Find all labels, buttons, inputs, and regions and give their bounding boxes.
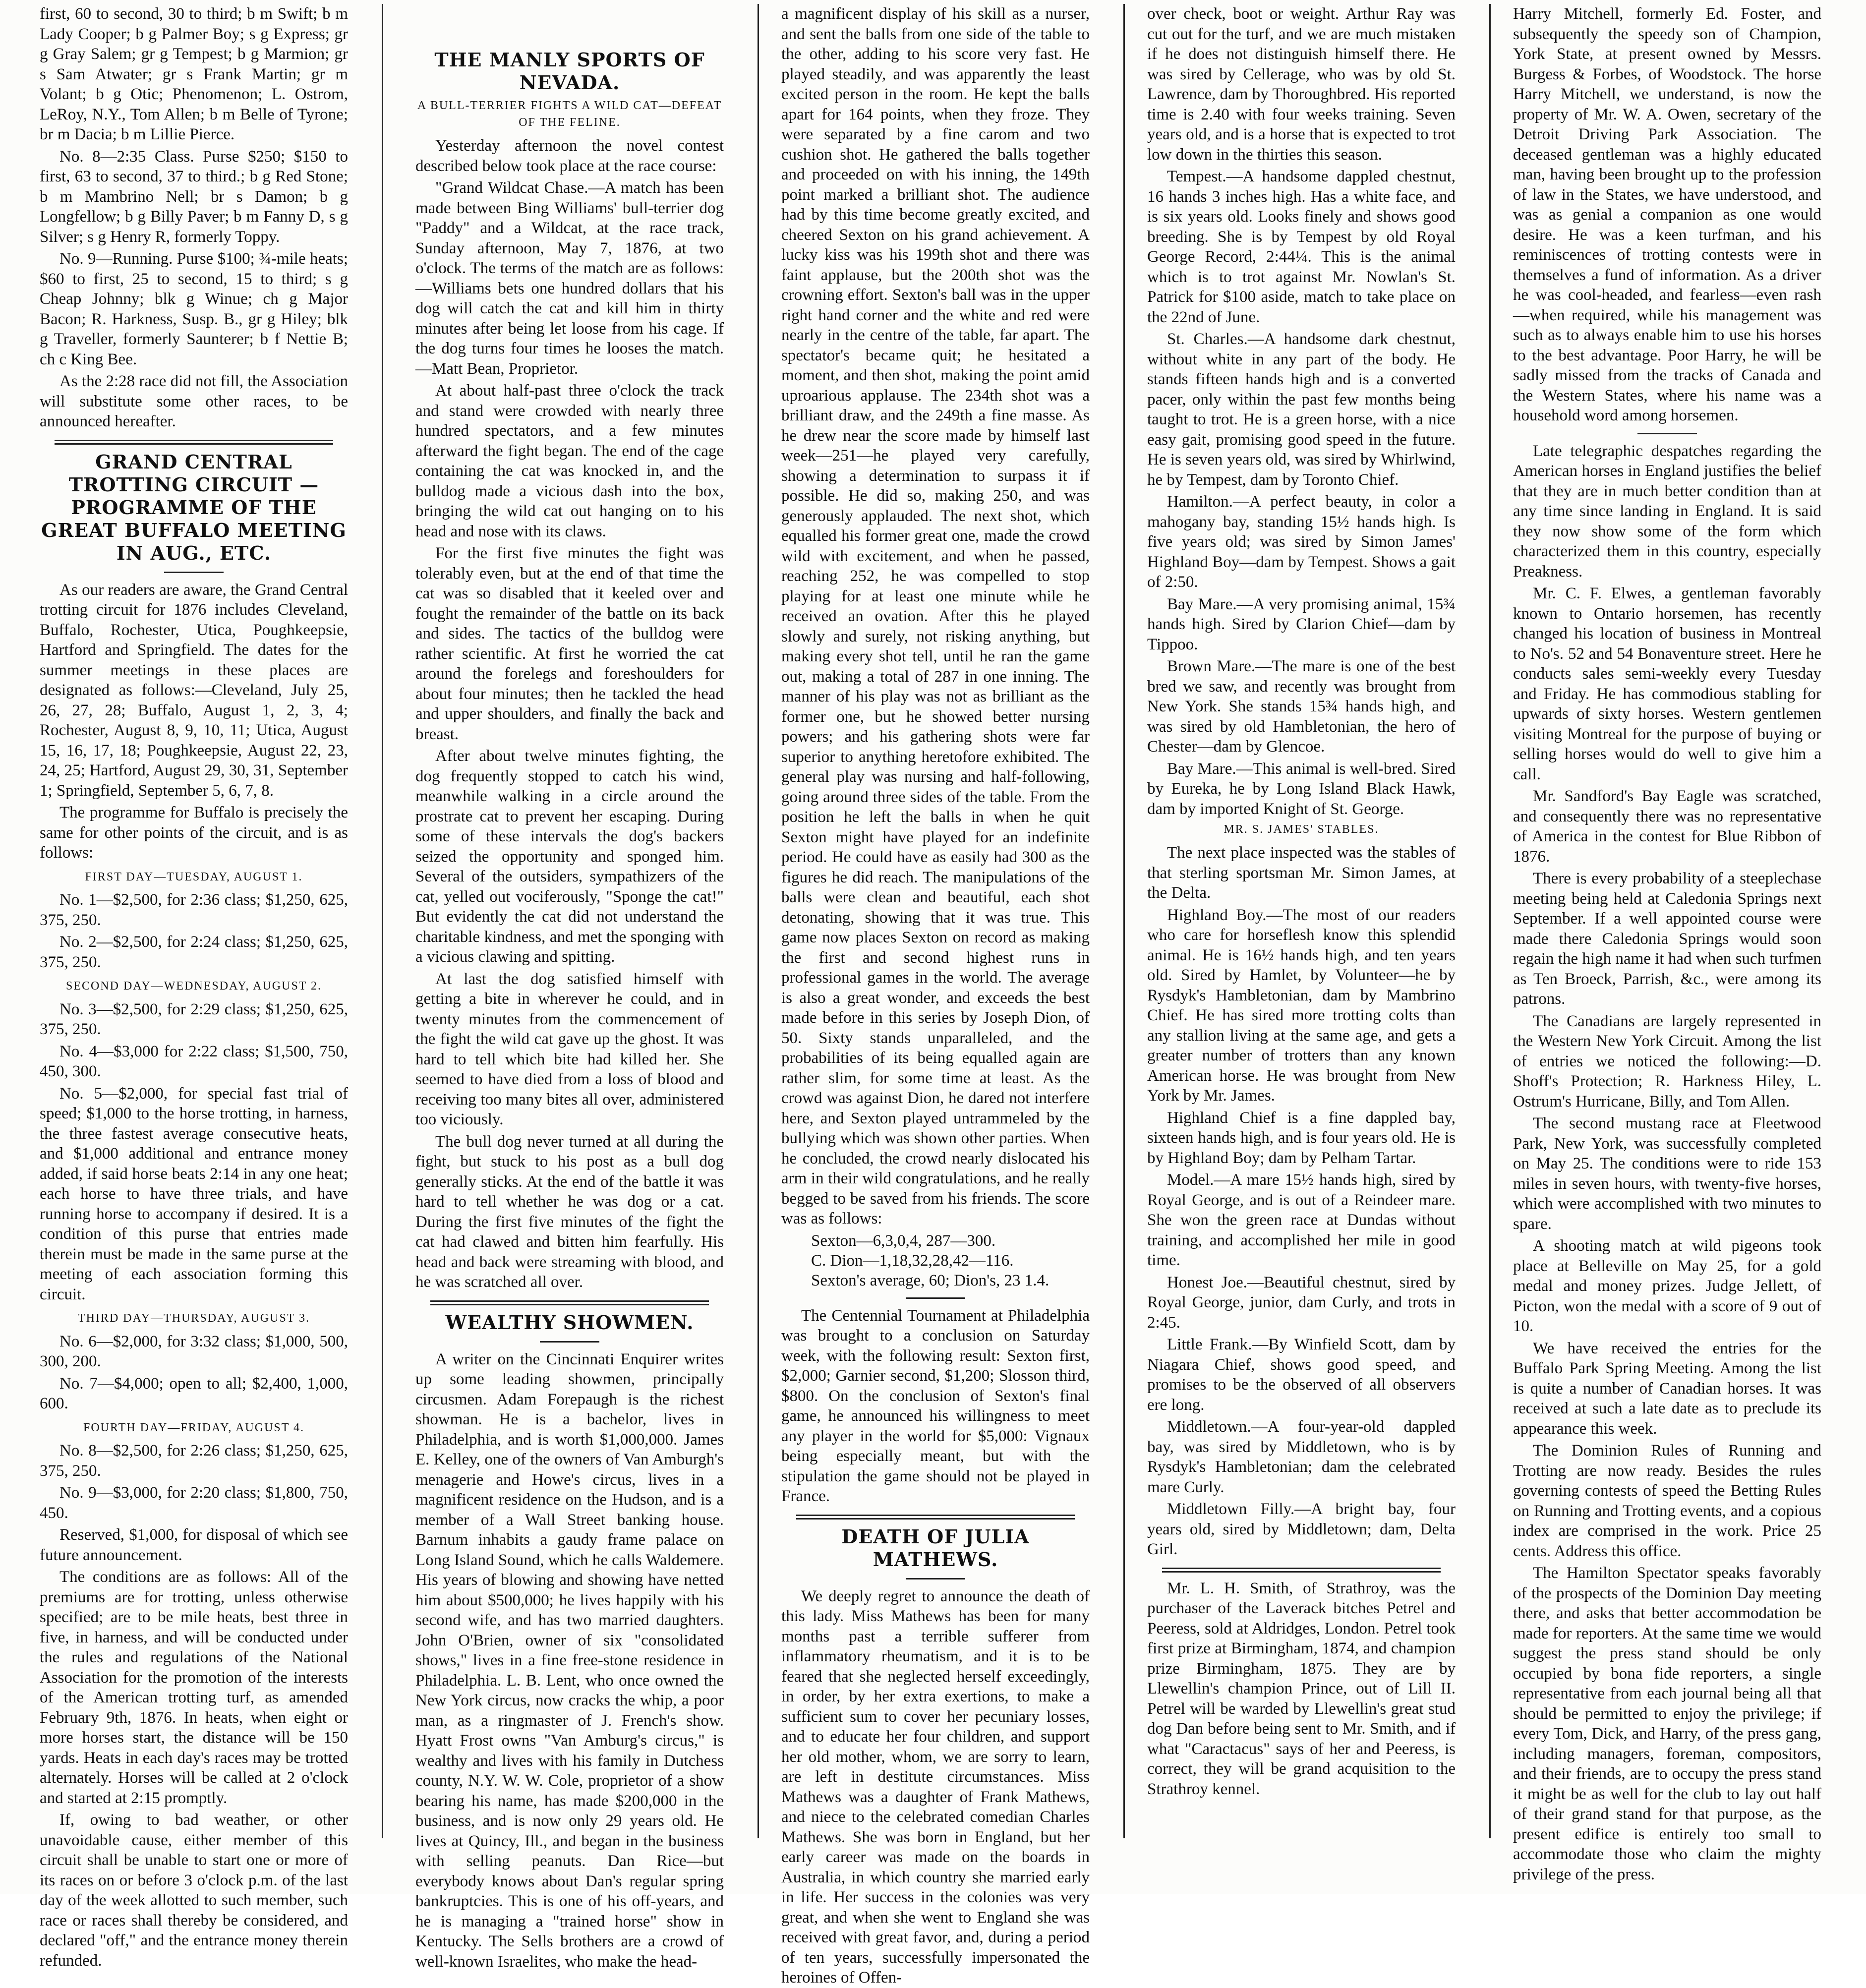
paragraph: At last the dog satisfied himself with getting a bite in wherever he could, and in twenty minutes from the commencement of the fight the wild cat gave up the ghost. It was hard to tell which bite had killed her. She seemed to have died from a loss of blood and receiving too many bites all over, administered too viciously. bbox=[415, 970, 724, 1128]
short-rule bbox=[164, 572, 224, 573]
paragraph: The conditions are as follows: All of the premiums are for trotting, unless otherwise specified; are to be mile heats, best three in five, in harness, and will be conducted under the rules and regulations of the National Association for the promotion of the interests of the American trotting turf, as amended February 9th, 1876. In heats, when eight or more horses start, the distance will be 150 yards. Heats in each day's races may be trotted alternately. Horses will be called at 2 o'clock and started at 2:15 promptly. bbox=[40, 1568, 348, 1807]
column-5 bbox=[1513, 4, 1821, 1883]
paragraph: After about twelve minutes fighting, the dog frequently stopped to catch his wind, meanwhile walking in a circle around the prostrate cat to prevent her escaping. During some of these intervals the dog's backers seized the opportunity and sponged him. Several of the outsiders, sympathizers of the cat, yelled out vociferously, "Sponge the cat!" But evidently the cat did not understand the charitable kindness, and met the sponging with a vicious clawing and spitting. bbox=[415, 747, 724, 966]
paragraph: over check, boot or weight. Arthur Ray was cut out for the turf, and we are much mistaken if he does not distinguish himself there. He was sired by Cellerage, who was by old St. Lawrence, dam by Thoroughbred. His reported time is 2.40 with four weeks training. Seven years old, and is a horse that is expected to trot low down in the thirties this season. bbox=[1147, 5, 1456, 164]
day-heading: FOURTH DAY—FRIDAY, AUGUST 4. bbox=[83, 1421, 304, 1434]
article-headline: THE MANLY SPORTS OF NEVADA. bbox=[434, 49, 705, 94]
paragraph: If, owing to bad weather, or other unavoidable cause, either member of this circuit shall be unable to start one or more of its races on or before 3 o'clock p.m. of the last day of the week allotted to such member, such race or races shall thereby be considered, and declared "off," and the entrance money therein refunded. bbox=[40, 1811, 348, 1970]
paragraph: Bay Mare.—A very promising animal, 15¾ hands high. Sired by Clarion Chief—dam by Tippoo. bbox=[1147, 595, 1456, 653]
score-line: C. Dion—1,18,32,28,42—116. bbox=[811, 1251, 1014, 1270]
paragraph: Mr. L. H. Smith, of Strathroy, was the purchaser of the Laverack bitches Petrel and Peeress, sold at Aldridges, London. Petrel took first prize at Birmingham, 1874, and champion prize Birmingham, 1875. They are by Llewellin's champion Prince, out of Lill II. Petrel will be warded by Llewellin's great stud dog Dan before being sent to Mr. Smith, and if what "Caractacus" says of her and Peeress, is correct, they will be grand acquisition to the Strathroy kennel. bbox=[1147, 1579, 1456, 1798]
paragraph: No. 8—$2,500, for 2:26 class; $1,250, 625, 375, 250. bbox=[40, 1442, 348, 1480]
score-line: Sexton's average, 60; Dion's, 23 1.4. bbox=[811, 1271, 1050, 1289]
paragraph: We have received the entries for the Buffalo Park Spring Meeting. Among the list is quite a number of Canadian horses. It was received at such a late date as to preclude its appearance this week. bbox=[1513, 1339, 1821, 1438]
paragraph: The second mustang race at Fleetwood Park, New York, was successfully completed on May 25. The conditions were to ride 153 miles in seven hours, with twenty-five horses, which were accomplished with two minutes to spare. bbox=[1513, 1114, 1821, 1233]
double-rule bbox=[430, 1300, 709, 1305]
score-line: Sexton—6,3,0,4, 287—300. bbox=[811, 1231, 996, 1250]
paragraph: St. Charles.—A handsome dark chestnut, without white in any part of the body. He stands fifteen hands high and is a converted pacer, only within the past few months being taught to trot. He is a green horse, with a nice easy gait, promising good speed in the future. He is seven years old, was sired by Whirlwind, he by Tempest, dam by Toronto Chief. bbox=[1147, 330, 1456, 489]
paragraph: Late telegraphic despatches regarding the American horses in England justifies the belief that they are in much better condition than at any time since landing in England. It is said they now show some of the form which characterized them in this country, especially Preakness. bbox=[1513, 442, 1821, 581]
column-1 bbox=[40, 4, 348, 1970]
double-rule bbox=[55, 440, 333, 445]
paragraph: Reserved, $1,000, for disposal of which see future announcement. bbox=[40, 1526, 348, 1564]
paragraph: As our readers are aware, the Grand Central trotting circuit for 1876 includes Cleveland, Buffalo, Rochester, Utica, Poughkeepsie, Hartford and Springfield. The dates for the summer meetings in these places are designated as follows:—Cleveland, July 25, 26, 27, 28; Buffalo, August 1, 2, 3, 4; Rochester, August 8, 9, 10, 11; Utica, August 15, 16, 17, 18; Poughkeepsie, August 22, 23, 24, 25; Hartford, August 29, 30, 31, September 1; Springfield, September 5, 6, 7, 8. bbox=[40, 581, 348, 800]
article-headline: GRAND CENTRAL TROTTING CIRCUIT —PROGRAMME OF THE GREAT BUFFALO MEETING IN AUG., ETC. bbox=[41, 450, 347, 564]
column-rule bbox=[758, 4, 759, 1838]
paragraph: Highland Boy.—The most of our readers who care for horseflesh know this splendid animal. He is 16½ hands high, and ten years old. Sired by Hamlet, by Volunteer—he by Rysdyk's Hambletonian, dam by Mambrino Chief. He has sired more trotting colts than any stallion living at the same age, and gets a greater number of trotters than any known American horse. He was brought from New York by Mr. James. bbox=[1147, 906, 1456, 1105]
column-rule bbox=[1123, 4, 1125, 1838]
paragraph: Yesterday afternoon the novel contest described below took place at the race course: bbox=[415, 137, 724, 175]
column-rule bbox=[382, 4, 383, 1838]
paragraph: first, 60 to second, 30 to third; b m Swift; b m Lady Cooper; b g Palmer Boy; s g Express; gr g Gray Salem; gr g Tempest; b g Marmion; gr s Sam Atwater; gr s Frank Martin; gr m Volant; b g Otic; Phenomenon; L. Ostrom, LeRoy, N.Y., Tom Allen; b m Belle of Tyrone; br m Dacia; b m Lillie Pierce. bbox=[40, 5, 348, 143]
column-2 bbox=[415, 4, 724, 1971]
paragraph: Middletown Filly.—A bright bay, four years old, sired by Middletown; dam, Delta Girl. bbox=[1147, 1500, 1456, 1558]
paragraph: No. 4—$3,000 for 2:22 class; $1,500, 750, 450, 300. bbox=[40, 1042, 348, 1080]
paragraph: No. 7—$4,000; open to all; $2,400, 1,000, 600. bbox=[40, 1374, 348, 1412]
column-4 bbox=[1147, 4, 1456, 1838]
paragraph: No. 6—$2,000, for 3:32 class; $1,000, 500, 300, 200. bbox=[40, 1332, 348, 1370]
paragraph: Tempest.—A handsome dappled chestnut, 16 hands 3 inches high. Has a white face, and is six years old. Looks finely and shows good breeding. She is by Tempest by old Royal George Record, 2:44¼. This is the animal which is to trot against Mr. Nowlan's St. Patrick for $100 aside, match to take place on the 22nd of June. bbox=[1147, 168, 1456, 326]
paragraph: No. 2—$2,500, for 2:24 class; $1,250, 625, 375, 250. bbox=[40, 933, 348, 971]
paragraph: Hamilton.—A perfect beauty, in color a mahogany bay, standing 15½ hands high. Is five years old; was sired by Simon James' Highland Boy—dam by Tempest. Shows a gait of 2:50. bbox=[1147, 493, 1456, 591]
paragraph: For the first five minutes the fight was tolerably even, but at the end of that time the cat was so disabled that it keeled over and fought the remainder of the battle on its back and sides. The tactics of the bulldog were rather scientific. At first he worried the cat around the forelegs and foreshoulders for about four minutes; then he tackled the head and upper shoulders, and finally the back and breast. bbox=[415, 544, 724, 743]
paragraph: At about half-past three o'clock the track and stand were crowded with nearly three hundred spectators, and a few minutes afterward the fight began. The end of the cage containing the cat was knocked in, and the bulldog made a vicious dash into the box, bringing the wild cat out hanging on to his head and nose with its claws. bbox=[415, 382, 724, 540]
column-rule bbox=[1489, 4, 1491, 1838]
paragraph: No. 9—Running. Purse $100; ¾-mile heats; $60 to first, 25 to second, 15 to third; s g Cheap Johnny; blk g Winue; ch g Major Bacon; R. Harkness, Susp. B., gr g Hiley; blk g Traveller, formerly Saunterer; b f Nettie B; ch c King Bee. bbox=[40, 250, 348, 368]
column-3 bbox=[781, 4, 1090, 1987]
paragraph: The bull dog never turned at all during the fight, but stuck to his post as a bull dog generally sticks. At the end of the battle it was hard to tell whether he was dog or a cat. During the first five minutes of the fight the cat had clawed and bitten him fearfully. His head and back were streaming with blood, and he was scratched all over. bbox=[415, 1132, 724, 1291]
paragraph: The Canadians are largely represented in the Western New York Circuit. Among the list of entries we noticed the following:—D. Shoff's Protection; R. Harkness Hiley, L. Ostrum's Hurricane, Billy, and Tom Allen. bbox=[1513, 1012, 1821, 1111]
paragraph: A writer on the Cincinnati Enquirer writes up some leading showmen, principally circusmen. Adam Forepaugh is the richest showman. He is a bachelor, lives in Philadelphia, and is worth $1,000,000. James E. Kelley, one of the owners of Van Amburgh's menagerie and Howe's circus, lives in a magnificent residence on the Hudson, and is a member of a Wall Street banking house. Barnum inhabits a gaudy frame palace on Long Island Sound, which he calls Waldemere. His years of blowing and showing have netted him about $500,000; he lives happily with his second wife, and has two married daughters. John O'Brien, owner of six "consolidated shows," lives in a fine free-stone residence in Philadelphia. L. B. Lent, who once owned the New York circus, now cracks the whip, a poor man, as a ringmaster of J. French's show. Hyatt Frost owns "Van Amburg's circus," is wealthy and lives with his family in Dutchess county, N.Y. W. W. Cole, proprietor of a show bearing his name, has made $200,000 in the business, and is now only 29 years old. He lives at Quincy, Ill., and began in the business with selling peanuts. Dan Rice—but everybody knows about Dan's regular spring bankruptcies. This is one of his off-years, and he is managing a "trained horse" show in Kentucky. The Sells brothers are a crowd of well-known Israelites, who make the head- bbox=[415, 1350, 724, 1971]
short-rule bbox=[540, 1341, 599, 1343]
paragraph: Highland Chief is a fine dappled bay, sixteen hands high, and is four years old. He is by Highland Boy; dam by Pelham Tartar. bbox=[1147, 1109, 1456, 1167]
short-rule bbox=[906, 1578, 965, 1579]
paragraph: Little Frank.—By Winfield Scott, dam by Niagara Chief, shows good speed, and promises to be the observed of all observers ere long. bbox=[1147, 1336, 1456, 1414]
paragraph: Harry Mitchell, formerly Ed. Foster, and subsequently the speedy son of Champion, York State, at present owned by Messrs. Burgess & Forbes, of Woodstock. The horse Harry Mitchell, we understand, is now the property of Mr. W. A. Owen, secretary of the Detroit Driving Park Association. The deceased gentleman was a highly educated man, having been brought up to the profession of law in the States, we have understood, and was as genial a companion as one would desire. He was a keen turfman, and his reminiscences of trotting contests were in themselves a fund of information. As a driver he was cool-headed, and fearless—even rash—when required, while his management was such as to always enable him to use his horses to the best advantage. Poor Harry, he will be sadly missed from the tracks of Canada and the Western States, where his name was a household word among horsemen. bbox=[1513, 5, 1821, 424]
paragraph: Model.—A mare 15½ hands high, sired by Royal George, and is out of a Reindeer mare. She won the green race at Dundas without training, and accomplished her mile in good time. bbox=[1147, 1171, 1456, 1269]
paragraph: Brown Mare.—The mare is one of the best bred we saw, and recently was brought from New York. She stands 15¾ hands high, and was sired by old Hambletonian, the hero of Chester—dam by Glencoe. bbox=[1147, 657, 1456, 756]
double-rule bbox=[1162, 1568, 1441, 1573]
paragraph: The Dominion Rules of Running and Trotting are now ready. Besides the rules governing contests of speed the Betting Rules on Running and Trotting events, and a copious index are comprised in the work. Price 25 cents. Address this office. bbox=[1513, 1442, 1821, 1560]
article-headline: DEATH OF JULIA MATHEWS. bbox=[841, 1525, 1030, 1571]
section-subheading: MR. S. JAMES' STABLES. bbox=[1224, 823, 1379, 836]
paragraph: No. 9—$3,000, for 2:20 class; $1,800, 750, 450. bbox=[40, 1484, 348, 1522]
paragraph: "Grand Wildcat Chase.—A match has been made between Bing Williams' bull-terrier dog "Paddy" and a Wildcat, at the race track, Sunday afternoon, May 7, 1876, at two o'clock. The terms of the match are as follows:—Williams bets one hundred dollars that his dog will catch the cat and kill him in thirty minutes after being let loose from his cage. If the dog turns four times he looses the match.—Matt Bean, Proprietor. bbox=[415, 179, 724, 378]
article-subheading: A BULL-TERRIER FIGHTS A WILD CAT—DEFEAT OF THE FELINE. bbox=[417, 99, 722, 129]
paragraph: There is every probability of a steeplechase meeting being held at Caledonia Springs next September. If a well appointed course were made there Caledonia Springs would soon regain the high name it had when such turfmen as Ten Broeck, Parrish, &c., were among its patrons. bbox=[1513, 870, 1821, 1008]
paragraph: As the 2:28 race did not fill, the Association will substitute some other races, to be announced hereafter. bbox=[40, 372, 348, 430]
paragraph: The next place inspected was the stables of that sterling sportsman Mr. Simon James, at the Delta. bbox=[1147, 844, 1456, 902]
paragraph: Bay Mare.—This animal is well-bred. Sired by Eureka, he by Long Island Black Hawk, dam by imported Knight of St. George. bbox=[1147, 760, 1456, 818]
paragraph: Honest Joe.—Beautiful chestnut, sired by Royal George, junior, dam Curly, and trots in 2:45. bbox=[1147, 1273, 1456, 1332]
short-rule bbox=[1637, 433, 1697, 434]
article-headline: WEALTHY SHOWMEN. bbox=[445, 1311, 694, 1334]
day-heading: FIRST DAY—TUESDAY, AUGUST 1. bbox=[85, 870, 303, 883]
paragraph: A shooting match at wild pigeons took place at Belleville on May 25, for a gold medal and money prizes. Judge Jellett, of Picton, won the medal with a score of 9 out of 10. bbox=[1513, 1237, 1821, 1335]
paragraph: No. 3—$2,500, for 2:29 class; $1,250, 625, 375, 250. bbox=[40, 1000, 348, 1038]
paragraph: a magnificent display of his skill as a nurser, and sent the balls from one side of the table to the other, adding to his score very fast. He played steadily, and was apparently the least excited person in the room. He kept the balls apart for 164 points, when they froze. They were separated by a fine carom and two cushion shot. He gathered the balls together and proceeded on with his inning, the 149th point marked a brilliant shot. The audience had by this time become greatly excited, and cheered Sexton on his grand achievement. A lucky kiss was his 199th shot and there was faint applause, but the 200th shot was the crowning effort. Sexton's ball was in the upper right hand corner and the white and red were nearly in the centre of the table, far apart. The spectator's became quit; he hesitated a moment, and then shot, making the point amid uproarious applause. The 234th shot was a brilliant draw, and the 249th a fine masse. As he drew near the score made by himself last week—251—he played very carefully, showing a determination to surpass it if possible. He did so, making 250, and was generously applauded. The next shot, which equalled his former great one, made the crowd wild with excitement, and when he passed, reaching 252, he was compelled to stop playing for at least one minute while he received an ovation. After this he played slowly and surely, not risking anything, but making every shot tell, until he ran the game out, making a total of 287 in one inning. The manner of his play was not as brilliant as the former one, but he showed better nursing powers; and his gathering shots were far superior to anything heretofore exhibited. The general play was nursing and half-following, going around three sides of the table. From the position he left the balls in when he quit Sexton might have played for an indefinite period. He could have as easily had 300 as the figures he did reach. The manipulations of the balls were clean and beautiful, each shot detonating, showing that it was true. This game now places Sexton on record as making the first and second highest runs in professional games in the world. The average is also a great wonder, and exceeds the best made before in this series by Joseph Dion, of 50. Sixty stands unparalleled, and the probabilities of its being equalled again are rather slim, for some time at least. As the crowd was against Dion, he dared not interfere here, and Sexton played untrammeled by the bullying which was shown other parties. When he concluded, the crowd nearly dislocated his arm in their wild congratulations, and he really begged to be saved from his friends. The score was as follows: bbox=[781, 5, 1090, 1228]
score-table bbox=[811, 1231, 1090, 1290]
day-heading: SECOND DAY—WEDNESDAY, AUGUST 2. bbox=[65, 980, 322, 993]
day-heading: THIRD DAY—THURSDAY, AUGUST 3. bbox=[77, 1312, 310, 1325]
paragraph: No. 8—2:35 Class. Purse $250; $150 to first, 63 to second, 37 to third.; b g Red Stone; b m Mambrino Nell; br s Damon; b g Longfellow; b g Billy Paver; b m Fanny D, s g Silver; s g Henry R, formerly Toppy. bbox=[40, 147, 348, 246]
paragraph: The programme for Buffalo is precisely the same for other points of the circuit, and is as follows: bbox=[40, 804, 348, 862]
paragraph: No. 1—$2,500, for 2:36 class; $1,250, 625, 375, 250. bbox=[40, 891, 348, 929]
paragraph: No. 5—$2,000, for special fast trial of speed; $1,000 to the horse trotting, in harness, the three fastest average consecutive heats, and $1,000 additional and entrance money added, if said horse beats 2:14 in any one heat; each horse to have three trials, and have running horse to accompany if desired. It is a condition of this purse that entries made therein must be made in the same purse at the meeting of each association forming this circuit. bbox=[40, 1084, 348, 1303]
paragraph: Mr. Sandford's Bay Eagle was scratched, and consequently there was no representative of America in the contest for Blue Ribbon of 1876. bbox=[1513, 787, 1821, 866]
paragraph: We deeply regret to announce the death of this lady. Miss Mathews has been for many months past a terrible sufferer from inflammatory rheumatism, and it is to be feared that she neglected herself exceedingly, in order, by her extra exertions, to make a sufficient sum to cover her pecuniary losses, and to educate her four children, and support her old mother, whom, we are sorry to learn, are left in destitute circumstances. Miss Mathews was a daughter of Frank Mathews, and niece to the celebrated comedian Charles Mathews. She was born in England, but her early career was made on the boards in Australia, in which country she married early in life. Her success in the colonies was very great, and when she went to England she was received with great favor, and, during a period of ten years, successfully impersonated the heroines of Offen- bbox=[781, 1587, 1090, 1987]
short-rule bbox=[906, 1297, 965, 1299]
double-rule bbox=[796, 1515, 1075, 1520]
paragraph: Mr. C. F. Elwes, a gentleman favorably known to Ontario horsemen, has recently changed his location of business in Montreal to No's. 52 and 54 Bonaventure street. Here he conducts sales semi-weekly every Tuesday and Friday. He has commodious stabling for upwards of sixty horses. Western gentlemen visiting Montreal for the purpose of buying or selling horses would do well to give him a call. bbox=[1513, 585, 1821, 783]
paragraph: Middletown.—A four-year-old dappled bay, was sired by Middletown, who is by Rysdyk's Hambletonian; dam the celebrated mare Curly. bbox=[1147, 1418, 1456, 1496]
paragraph: The Hamilton Spectator speaks favorably of the prospects of the Dominion Day meeting there, and asks that better accommodation be made for reporters. At the same time we would suggest the press stand should be only occupied by bona fide reporters, a single representative from each journal being all that should be permitted to enjoy the privilege; if every Tom, Dick, and Harry, of the press gang, including managers, foreman, compositors, and their friends, are to occupy the press stand it might be as well for the club to lay out half of their grand stand for that purpose, as the present edifice is entirely too small to accommodate those who claim the mighty privilege of the press. bbox=[1513, 1564, 1821, 1883]
paragraph: The Centennial Tournament at Philadelphia was brought to a conclusion on Saturday week, with the following result: Sexton first, $2,000; Garnier second, $1,200; Slosson third, $800. On the conclusion of Sexton's final game, he announced his willingness to meet any player in the world for $5,000: Vignaux being especially meant, but with the stipulation the game should not be played in France. bbox=[781, 1306, 1090, 1505]
